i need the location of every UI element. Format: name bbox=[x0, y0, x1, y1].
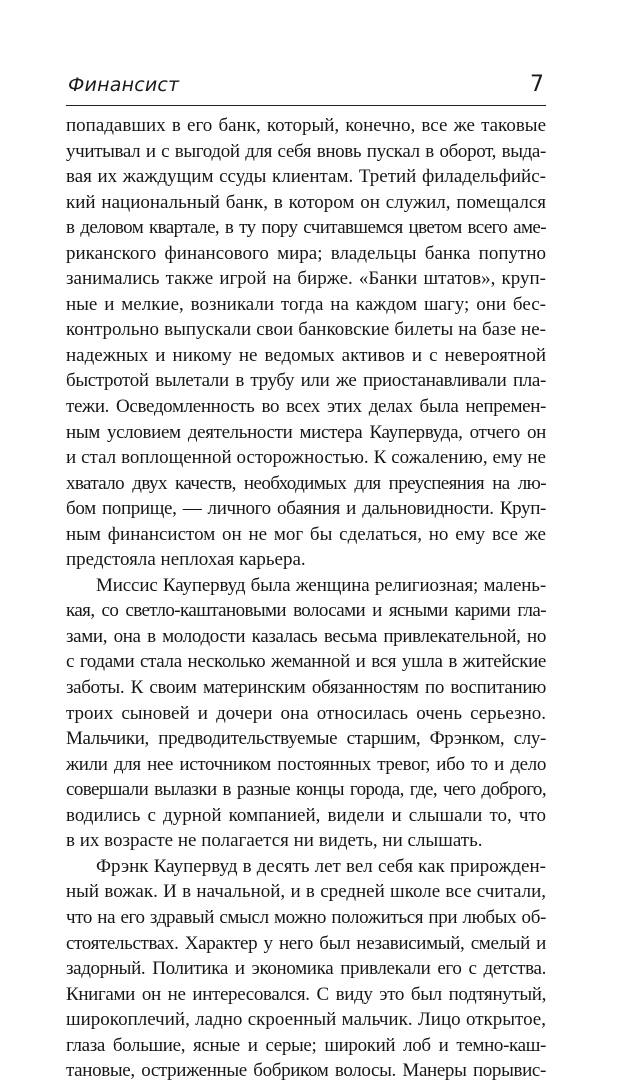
text-line: зами, она в молодости казалась весьма привлекательной, но bbox=[66, 625, 546, 647]
page-number: 7 bbox=[530, 72, 544, 97]
running-header bbox=[66, 72, 546, 104]
text-line: Миссис Каупервуд была женщина религиозная; малень- bbox=[96, 574, 546, 596]
text-line: бом поприще, — личного обаяния и дальновидности. Круп- bbox=[66, 498, 546, 520]
text-line: риканского финансового мира; владельцы банка попутно bbox=[66, 242, 546, 264]
text-line: вая их жаждущим ссуды клиентам. Третий филадельфийс- bbox=[66, 166, 546, 188]
text-line: в их возрасте не полагается ни видеть, ни слышать. bbox=[66, 830, 483, 852]
text-line: ный вожак. И в начальной, и в средней школе все считали, bbox=[66, 881, 546, 903]
text-line: в деловом квартале, в ту пору считавшемся цветом всего аме- bbox=[66, 217, 546, 239]
text-line: троих сыновей и дочери она относилась очень серьезно. bbox=[66, 702, 546, 724]
paragraph-2 bbox=[66, 573, 546, 854]
text-line: кая, со светло-каштановыми волосами и ясными карими гла- bbox=[66, 600, 546, 622]
text-line: Книгами он не интересовался. С виду это был подтянутый, bbox=[66, 983, 546, 1005]
text-line: кий национальный банк, в котором он служил, помещался bbox=[66, 191, 546, 213]
text-line: Фрэнк Каупервуд в десять лет вел себя как прирожден- bbox=[96, 855, 546, 877]
paragraph-1 bbox=[66, 113, 546, 573]
text-line: водились с дурной компанией, видели и слышали то, что bbox=[66, 804, 546, 826]
text-line: стоятельствах. Характер у него был независимый, смелый и bbox=[66, 932, 546, 954]
text-line: контрольно выпускали свои банковские билеты на базе не- bbox=[66, 319, 546, 341]
text-line: Мальчики, предводительствуемые старшим, Фрэнком, слу- bbox=[66, 728, 546, 750]
text-line: тановые, остриженные бобриком волосы. Манеры порывис- bbox=[66, 1060, 546, 1082]
paragraph-3 bbox=[66, 854, 546, 1084]
running-title: Финансист bbox=[68, 74, 180, 96]
text-line: и стал воплощенной осторожностью. К сожалению, ему не bbox=[66, 447, 546, 469]
text-line: попадавших в его банк, который, конечно, все же таковые bbox=[66, 115, 546, 136]
text-body bbox=[66, 113, 546, 1084]
text-line: надежных и никому не ведомых активов и с невероятной bbox=[66, 344, 546, 366]
text-line: совершали вылазки в разные концы города, где, чего доброго, bbox=[66, 779, 546, 801]
text-line: что на его здравый смысл можно положиться при любых об- bbox=[66, 906, 546, 928]
text-line: тежи. Осведомленность во всех этих делах была непремен- bbox=[66, 396, 546, 418]
text-line: быстротой вылетали в трубу или же приостанавливали пла- bbox=[66, 370, 546, 392]
text-line: заботы. К своим материнским обязанностям по воспитанию bbox=[66, 677, 546, 699]
text-line: задорный. Политика и экономика привлекали его с детства. bbox=[66, 958, 546, 980]
text-line: хватало двух качеств, необходимых для преуспеяния на лю- bbox=[66, 472, 546, 494]
header-rule bbox=[66, 105, 546, 106]
text-line: ным финансистом он не мог бы сделаться, но ему все же bbox=[66, 523, 546, 545]
text-line: широкоплечий, ладно скроенный мальчик. Лицо открытое, bbox=[66, 1009, 546, 1031]
text-line: предстояла неплохая карьера. bbox=[66, 549, 306, 571]
text-line: учитывал и с выгодой для себя вновь пускал в оборот, выда- bbox=[66, 140, 546, 162]
text-line: с годами стала несколько жеманной и вся ушла в житейские bbox=[66, 651, 546, 673]
text-line: ным условием деятельности мистера Каупервуда, отчего он bbox=[66, 421, 546, 443]
text-line: жили для нее источником постоянных тревог, ибо то и дело bbox=[66, 753, 546, 775]
text-line: глаза большие, ясные и серые; широкий лоб и темно-каш- bbox=[66, 1034, 546, 1056]
text-line: занимались также игрой на бирже. «Банки штатов», круп- bbox=[66, 268, 546, 290]
text-line: ные и мелкие, возникали тогда на каждом шагу; они бес- bbox=[66, 293, 546, 315]
